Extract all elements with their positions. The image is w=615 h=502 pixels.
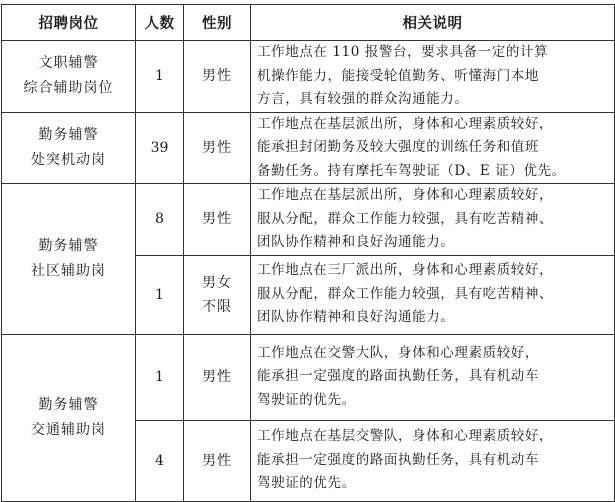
description-line: 驾驶证的优先。 [257, 391, 356, 408]
gender-cell [184, 334, 251, 420]
description-line: 能承担一定强度的路面执勤任务，具有机动车 [257, 368, 539, 385]
gender-cell [184, 184, 251, 256]
count-cell: 8 [136, 184, 184, 256]
count-cell: 1 [136, 41, 184, 113]
gender-line: 男性 [202, 452, 232, 469]
position-line: 勤务辅警 [38, 237, 99, 254]
position-line: 处突机动岗 [31, 151, 106, 168]
gender-line: 男性 [202, 68, 232, 85]
description-line: 工作地点在交警大队，身体和心理素质较好， [257, 344, 539, 361]
header-gender: 性别 [184, 5, 251, 41]
position-cell [2, 334, 136, 501]
header-count: 人数 [136, 5, 184, 41]
description-line: 团队协作精神和良好沟通能力。 [257, 234, 455, 250]
gender-cell [184, 41, 251, 113]
description-line: 方言，具有较强的群众沟通能力。 [257, 91, 469, 107]
description-line: 能承担一定强度的路面执勤任务，具有机动车 [257, 451, 539, 468]
description-line: 工作地点在基层派出所，身体和心理素质较好， [257, 187, 554, 203]
description-cell [251, 184, 615, 256]
description-line: 工作地点在三厂派出所，身体和心理素质较好， [257, 262, 554, 279]
description-line: 机操作能力，能接受轮值勤务、听懂海门本地 [257, 67, 539, 84]
description-line: 驾驶证的优先。 [257, 475, 356, 492]
gender-line: 男女 [202, 274, 232, 291]
gender-cell [184, 255, 251, 334]
description-line: 能承担封闭勤务及较大强度的训练任务和值班 [257, 139, 539, 155]
header-position: 招聘岗位 [2, 5, 136, 41]
description-cell [251, 255, 615, 334]
count-cell: 4 [136, 420, 184, 501]
gender-line: 男性 [202, 211, 232, 228]
count-cell: 39 [136, 112, 184, 184]
table-row [2, 112, 615, 184]
header-row [2, 5, 615, 41]
position-cell [2, 112, 136, 184]
description-line: 服从分配，群众工作能力较强，具有吃苦精神、 [257, 210, 554, 227]
description-cell [251, 112, 615, 184]
position-line: 文职辅警 [38, 55, 99, 72]
position-cell [2, 184, 136, 335]
description-line: 服从分配，群众工作能力较强，具有吃苦精神、 [257, 285, 554, 302]
description-line: 工作地点在 110 报警台，要求具备一定的计算 [257, 44, 549, 60]
position-line: 综合辅助岗位 [23, 80, 114, 97]
count-cell: 1 [136, 255, 184, 334]
table-row [2, 184, 615, 256]
table-row [2, 41, 615, 113]
description-line: 工作地点在基层派出所，身体和心理素质较好， [257, 115, 554, 132]
gender-cell [184, 420, 251, 501]
gender-cell [184, 112, 251, 184]
position-line: 社区辅助岗 [31, 262, 106, 279]
table-row [2, 334, 615, 420]
description-cell [251, 334, 615, 420]
count-cell: 1 [136, 334, 184, 420]
description-cell [251, 420, 615, 501]
description-line: 团队协作精神和良好沟通能力。 [257, 309, 455, 326]
position-line: 交通辅助岗 [31, 421, 106, 438]
description-line: 工作地点在基层交警队，身体和心理素质较好， [257, 428, 554, 445]
position-line: 勤务辅警 [38, 126, 99, 143]
gender-line: 男性 [202, 139, 232, 156]
gender-line: 不限 [202, 298, 232, 315]
gender-line: 男性 [202, 369, 232, 385]
position-cell [2, 41, 136, 113]
description-line: 备勤任务。持有摩托车驾驶证（D、E 证）优先。 [257, 162, 566, 179]
position-line: 勤务辅警 [38, 396, 99, 413]
description-cell [251, 41, 615, 113]
recruitment-table [1, 4, 615, 502]
header-description: 相关说明 [251, 5, 615, 41]
